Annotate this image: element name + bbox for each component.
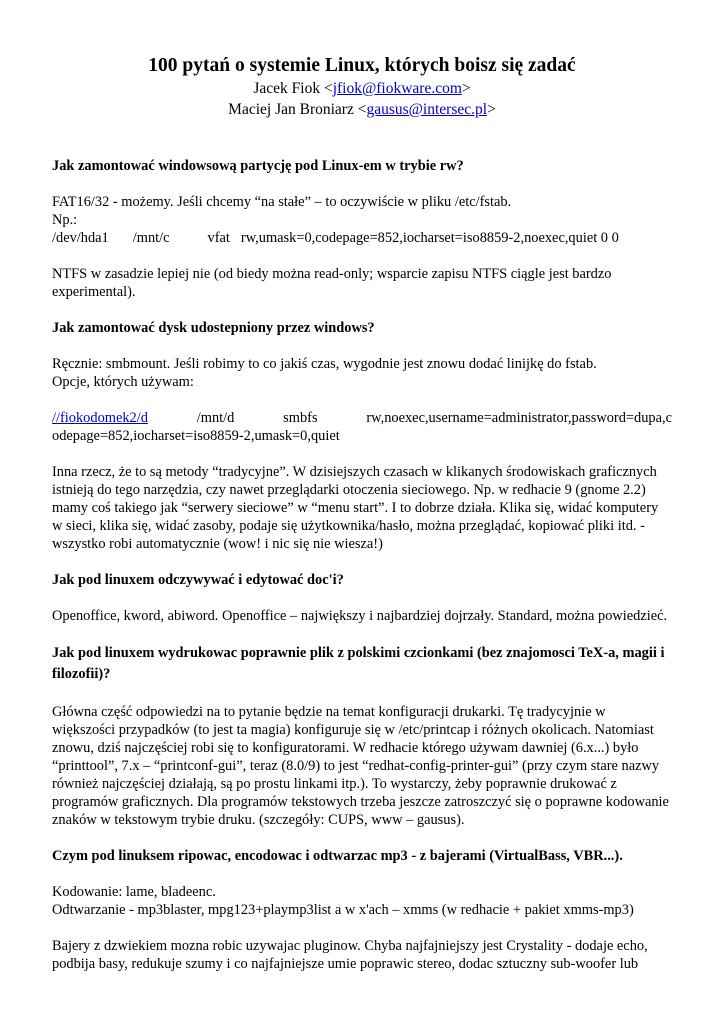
- document-header: [52, 0, 672, 120]
- smb-mountpoint: /mnt/d: [196, 410, 235, 426]
- section-5-line-1: Kodowanie: lame, bladeenc.: [52, 884, 216, 900]
- fstab-line: [52, 229, 672, 247]
- section-5-paragraph-2: Bajery z dzwiekiem mozna robic uzywajac pluginow. Chyba najfajniejszy jest Crystality - dodaje echo, podbija basy, redukuje szumy i co najfajniejsze umie poprawic stereo, dodac sztuczny sub-woofer lub: [52, 938, 648, 972]
- section-3-heading: Jak pod linuxem odczywywać i edytować doc'i?: [52, 572, 344, 588]
- smb-fstype: smbfs: [283, 410, 318, 426]
- author-2-end: >: [487, 101, 496, 118]
- author-1-end: >: [461, 80, 471, 97]
- author-2-name: Maciej Jan Broniarz <: [228, 101, 367, 118]
- section-5-line-2: Odtwarzanie - mp3blaster, mpg123+playmp3list a w x'ach – xmms (w redhacie + pakiet xmms-mp3): [52, 902, 634, 918]
- section-1-line-1: FAT16/32 - możemy. Jeśli chcemy “na stałe” – to oczywiście w pliku /etc/fstab.: [52, 194, 512, 210]
- fstab-mountpoint: /mnt/c: [132, 230, 170, 246]
- page-title: 100 pytań o systemie Linux, których boisz się zadać: [148, 55, 576, 76]
- section-2-line-1: Ręcznie: smbmount. Jeśli robimy to co jakiś czas, wygodnie jest znowu dodać linijkę do fstab.: [52, 356, 597, 372]
- fstab-device: /dev/hda1: [52, 230, 109, 246]
- smb-fstab-line: [52, 409, 672, 427]
- section-4-paragraph-1: Główna część odpowiedzi na to pytanie będzie na temat konfiguracji drukarki. Tę tradycyjnie w większości przypadków (to jest ta magia) konfiguruje się w /etc/printcap i różnych okolicach. Natomiast znowu, dziś najczęściej robi się to konfiguratorami. W redhacie którego używam dawniej (6.x...) było “printtool”, 7.x – “printconf-gui”, teraz (8.0/9) to jest “redhat-config-printer-gui” (przy czym stare nazwy również najczęściej działają, są po prostu linkami itp.). To wystarczy, żeby poprawnie drukować z programów graficznych. Dla programów tekstowych trzeba jeszcze zatroszczyć się o poprawne kodowanie znaków w tekstowym trybie druku. (szczegóły: CUPS, www – gausus).: [52, 704, 669, 828]
- smb-options-continued: odepage=852,iocharset=iso8859-2,umask=0,quiet: [52, 428, 340, 444]
- fstab-fstype: vfat: [207, 230, 230, 246]
- fstab-options: rw,umask=0,codepage=852,iocharset=iso8859-2,noexec,quiet 0 0: [240, 230, 619, 246]
- section-2-line-2: Opcje, których używam:: [52, 374, 194, 390]
- section-1-heading: Jak zamontować windowsową partycję pod Linux-em w trybie rw?: [52, 158, 464, 174]
- author-line-1: [52, 78, 672, 99]
- section-1-paragraph-2: NTFS w zasadzie lepiej nie (od biedy można read-only; wsparcie zapisu NTFS ciągle jest bardzo experimental).: [52, 266, 612, 300]
- author-2-email-link[interactable]: gausus@intersec.pl: [366, 101, 488, 118]
- section-5-heading: Czym pod linuksem ripowac, encodowac i odtwarzac mp3 - z bajerami (VirtualBass, VBR...).: [52, 848, 623, 864]
- author-1-name: Jacek Fiok <: [253, 80, 333, 97]
- smb-share-link[interactable]: //fiokodomek2/d: [52, 410, 148, 426]
- section-2-paragraph-3: Inna rzecz, że to są metody “tradycyjne”. W dzisiejszych czasach w klikanych środowiskach graficznych istnieją do tego narzędzia, czy nawet przeglądarki otoczenia sieciowego. Np. w redhacie 9 (gnome 2.2) mamy coś takiego jak “serwery sieciowe” w “menu start”. I to dobrze działa. Klika się, widać komputery w sieci, klika się, widać zasoby, podaje się użytkownika/hasło, można przeglądać, kopiować pliki itd. - wszystko robi automatycznie (wow! i nic się nie wiesza!): [52, 464, 659, 552]
- smb-options: rw,noexec,username=administrator,password=dupa,c: [366, 410, 672, 426]
- section-3-paragraph-1: Openoffice, kword, abiword. Openoffice – największy i najbardziej dojrzały. Standard, można powiedzieć.: [52, 608, 668, 624]
- section-1-line-2: Np.:: [52, 212, 78, 228]
- author-1-email-link[interactable]: jfiok@fiokware.com: [332, 80, 462, 97]
- author-line-2: [52, 99, 672, 120]
- document-body: [52, 120, 672, 973]
- section-4-heading: Jak pod linuxem wydrukowac poprawnie plik z polskimi czcionkami (bez znajomosci TeX-a, magii i filozofii)?: [52, 645, 665, 682]
- section-2-heading: Jak zamontować dysk udostepniony przez windows?: [52, 320, 375, 336]
